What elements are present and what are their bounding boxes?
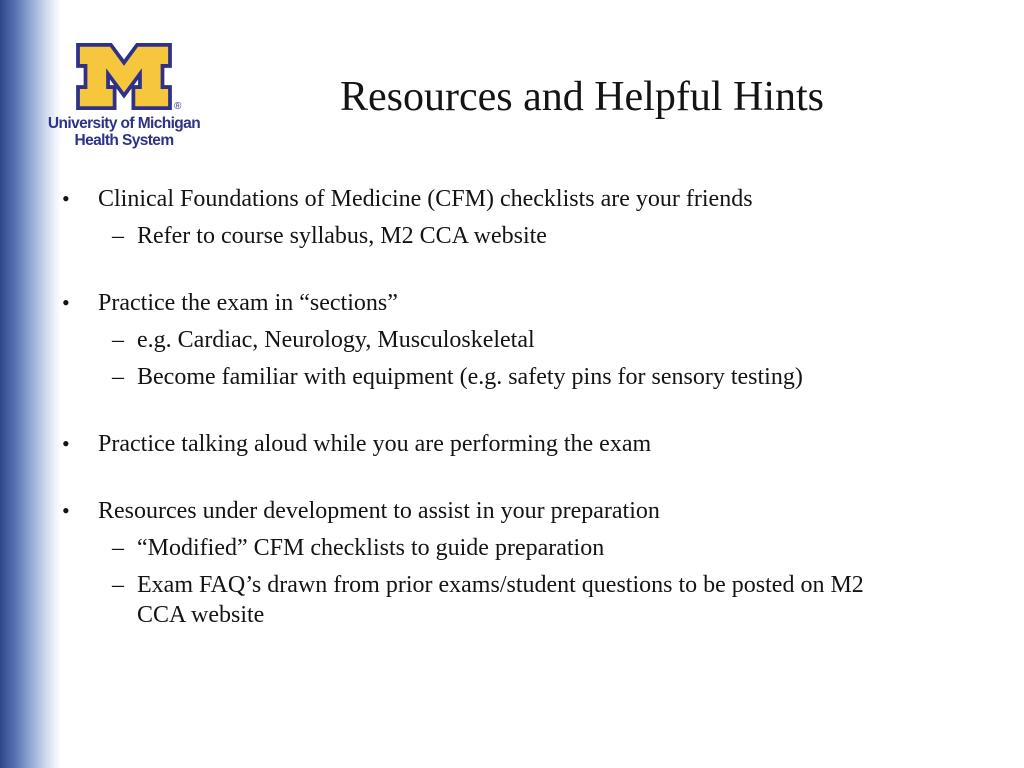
- sub-bullet-text: e.g. Cardiac, Neurology, Musculoskeletal: [137, 327, 535, 353]
- slide-title: Resources and Helpful Hints: [339, 74, 825, 120]
- sub-bullet-item: [0, 533, 992, 563]
- bullet-group: [0, 184, 992, 251]
- bullet-group: [0, 288, 992, 392]
- bullet-text: Practice talking aloud while you are performing the exam: [98, 431, 652, 457]
- dash-icon: –: [112, 535, 124, 561]
- sub-bullet-item: [0, 325, 992, 355]
- bullet-icon: •: [62, 498, 70, 523]
- logo-line1: University of Michigan: [47, 115, 201, 132]
- sub-bullet-text: Refer to course syllabus, M2 CCA website: [137, 223, 547, 249]
- sub-bullet-text: Exam FAQ’s drawn from prior exams/student questions to be posted on M2 CCA website: [137, 572, 864, 628]
- bullet-icon: •: [62, 186, 70, 211]
- dash-icon: –: [112, 364, 124, 390]
- bullet-icon: •: [62, 290, 70, 315]
- bullet-text: Resources under development to assist in your preparation: [98, 498, 660, 524]
- umhs-logo: [46, 38, 202, 149]
- bullet-item: [0, 288, 992, 318]
- dash-icon: –: [112, 223, 124, 249]
- bullet-group: [0, 429, 992, 459]
- logo-line2: Health System: [74, 132, 174, 149]
- bullet-item: [0, 184, 992, 214]
- sub-bullet-item: [0, 362, 992, 392]
- sub-bullet-text: Become familiar with equipment (e.g. safety pins for sensory testing): [137, 364, 803, 390]
- logo-text: [46, 115, 202, 149]
- sub-bullet-item: [0, 221, 992, 251]
- bullet-item: [0, 429, 992, 459]
- bullet-text: Practice the exam in “sections”: [98, 290, 398, 316]
- block-m-icon: [74, 42, 174, 111]
- dash-icon: –: [112, 572, 124, 598]
- bullet-group: [0, 496, 992, 630]
- sub-bullet-text: “Modified” CFM checklists to guide preparation: [137, 535, 605, 561]
- sub-bullet-item: [0, 570, 992, 630]
- bullet-item: [0, 496, 992, 526]
- bullet-text: Clinical Foundations of Medicine (CFM) checklists are your friends: [98, 186, 753, 212]
- bullet-list: [0, 184, 992, 637]
- bullet-icon: •: [62, 431, 70, 456]
- registered-trademark-icon: ®: [174, 101, 182, 112]
- dash-icon: –: [112, 327, 124, 353]
